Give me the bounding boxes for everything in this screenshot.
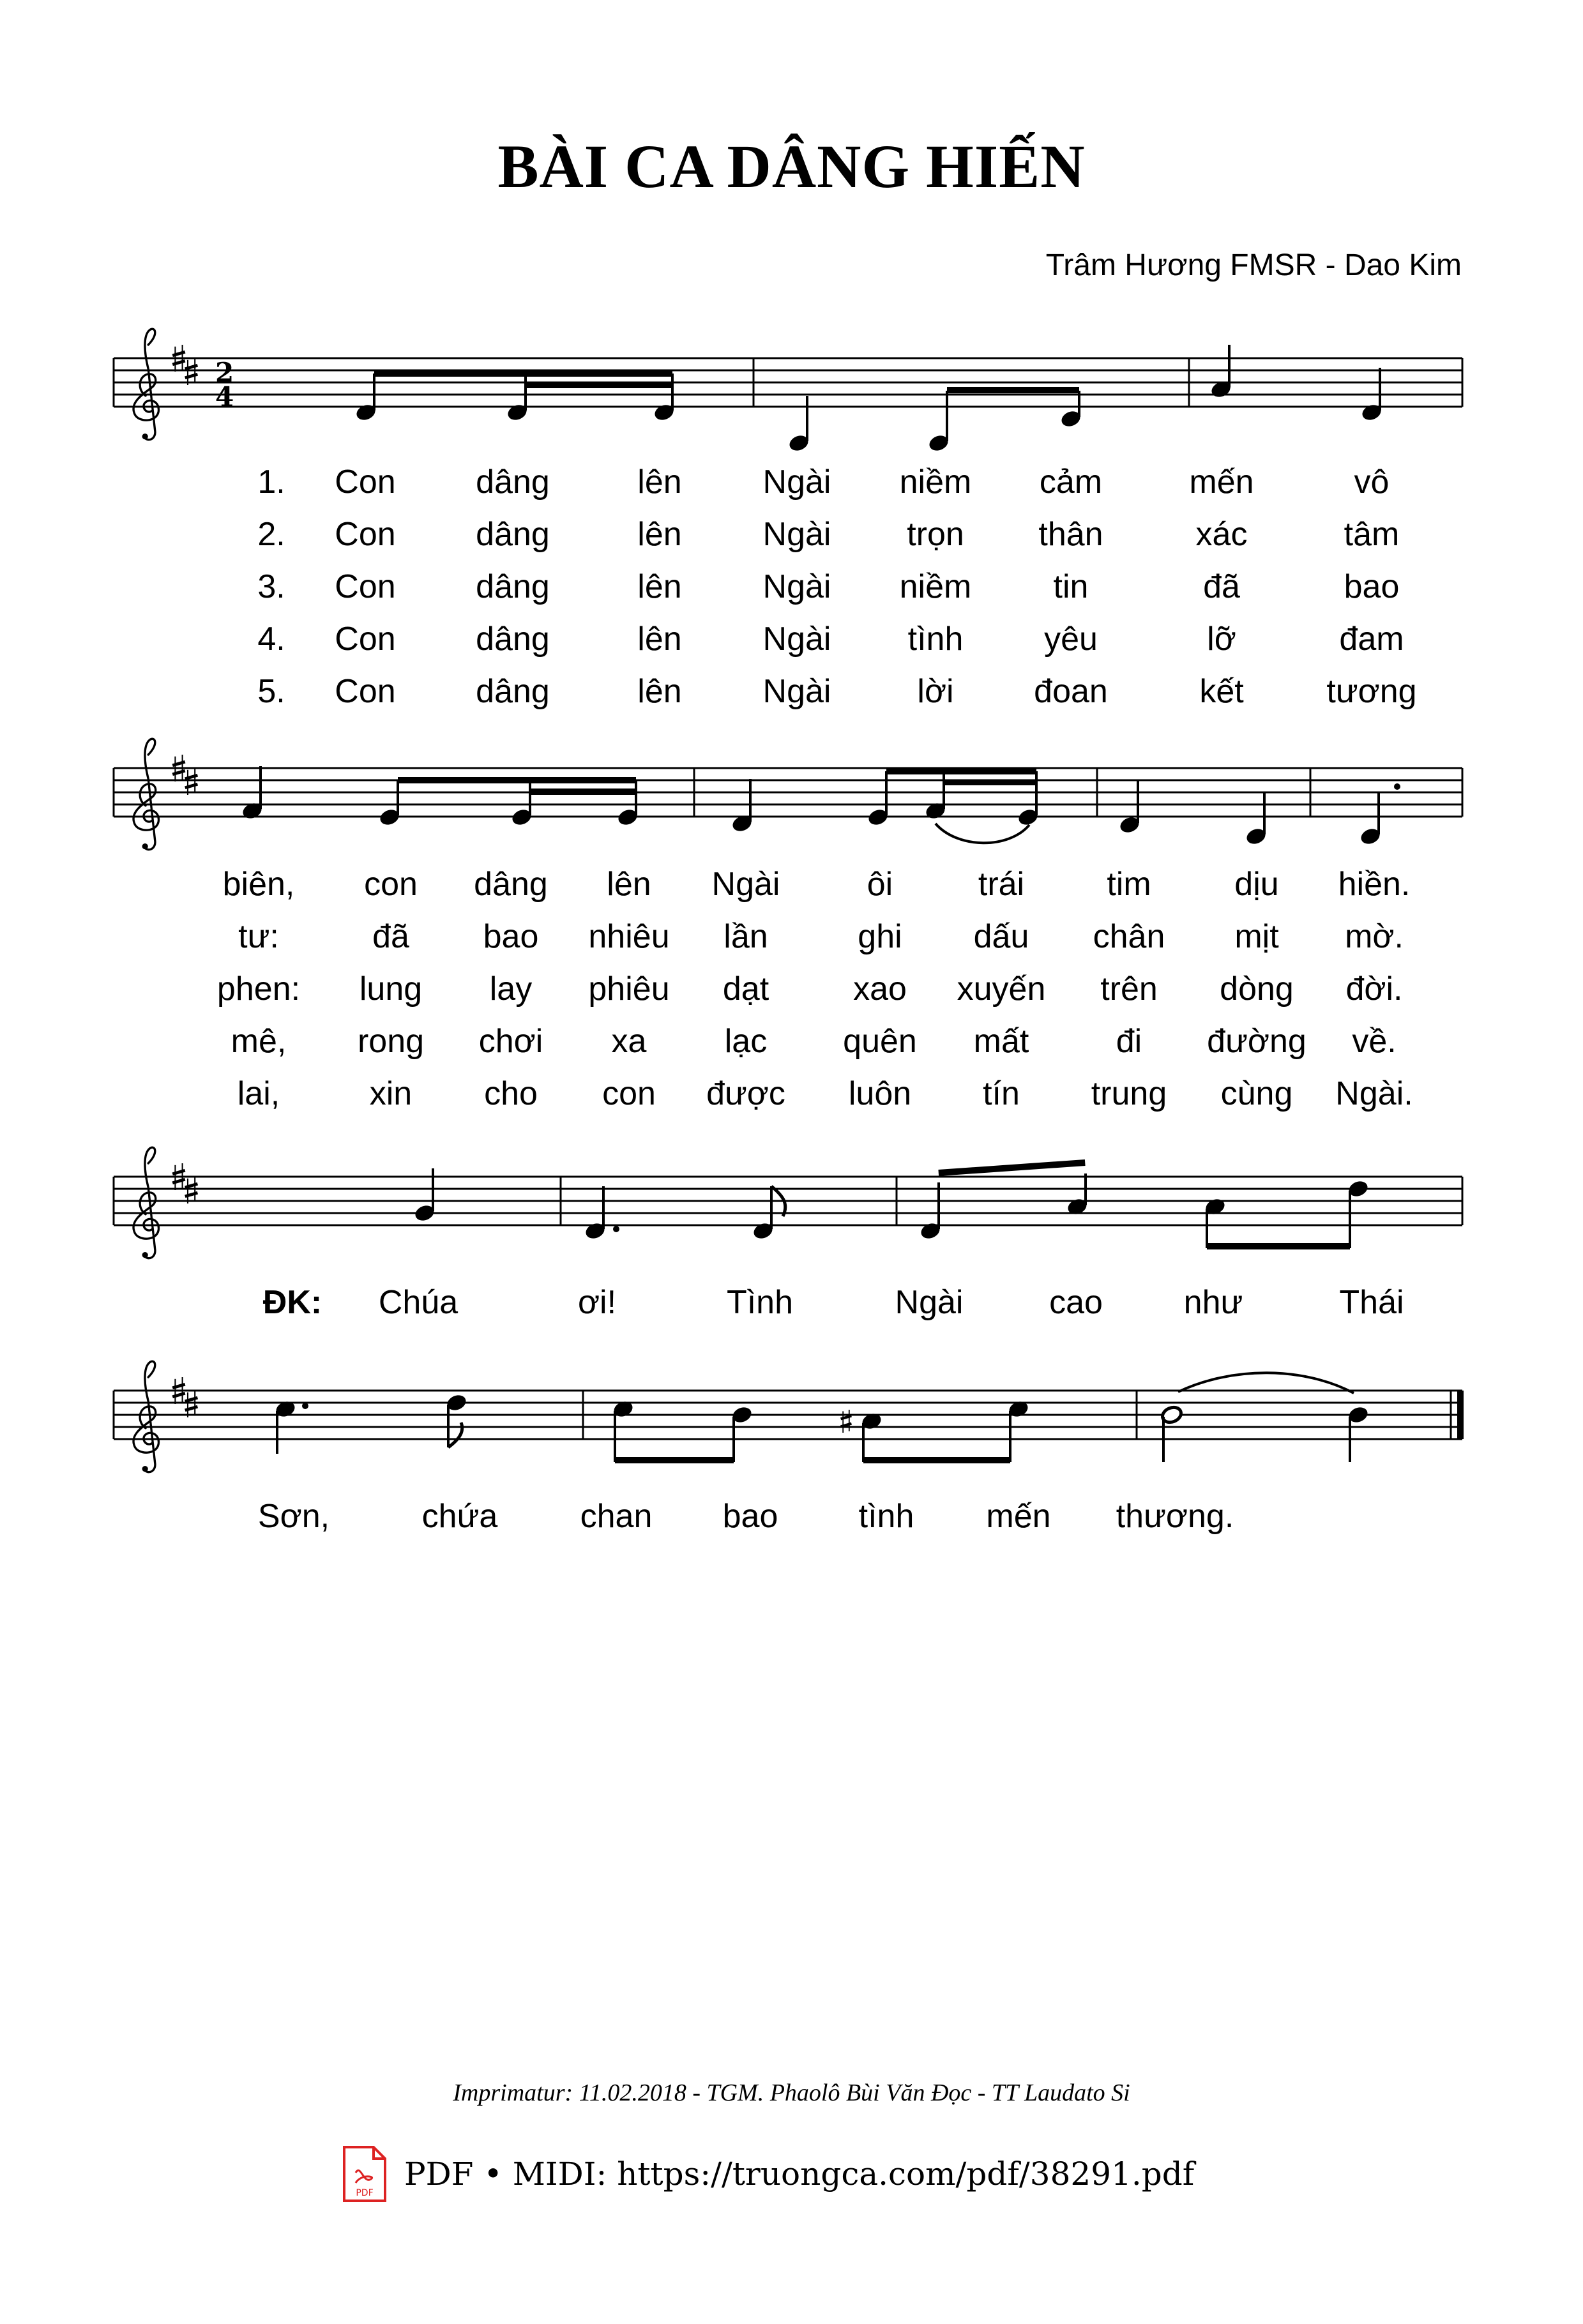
lyric-word: 2. (257, 516, 285, 553)
lyric-word: lên (637, 673, 682, 710)
system-2-notes (241, 766, 1400, 847)
lyric-word: xác (1195, 516, 1248, 553)
lyric-word: bao (1344, 568, 1400, 605)
lyric-word: hiền. (1338, 866, 1411, 903)
lyric-word: tư: (238, 918, 279, 955)
lyric-word: tương (1326, 673, 1417, 710)
lyric-word: Ngài (711, 866, 780, 903)
lyric-word: Ngài (762, 516, 831, 553)
refrain-label: ĐK: (262, 1284, 322, 1321)
lyric-word: chân (1093, 918, 1165, 955)
lyric-word: đam (1339, 621, 1404, 658)
pdf-midi-link[interactable] (342, 2142, 1194, 2206)
lyric-word: mịt (1234, 918, 1279, 955)
lyric-word: dâng (476, 516, 550, 553)
lyric-word: đoan (1034, 673, 1108, 710)
lyric-word: về. (1352, 1023, 1397, 1060)
lyric-word: Chúa (378, 1284, 458, 1321)
system-1-notes (354, 345, 1383, 453)
lyric-word: thân (1038, 516, 1103, 553)
lyric-word: ơi! (577, 1284, 617, 1321)
lyric-word: tim (1107, 866, 1151, 903)
pdf-file-icon (342, 2145, 388, 2203)
lyric-word: tình (907, 621, 964, 658)
lyric-word: lai, (237, 1075, 280, 1112)
lyric-word: 5. (257, 673, 285, 710)
lyric-word: đã (1203, 568, 1240, 605)
lyric-word: Con (335, 516, 396, 553)
lyric-word: Con (335, 621, 396, 658)
lyric-word: phiêu (588, 970, 670, 1007)
system-3-notes (413, 1159, 1370, 1249)
lyric-word: thương. (1116, 1498, 1234, 1535)
lyric-word: mờ. (1345, 918, 1404, 955)
lyric-word: trọn (907, 516, 964, 553)
lyric-word: trên (1100, 970, 1158, 1007)
lyric-word: dòng (1220, 970, 1294, 1007)
lyric-word: mất (973, 1023, 1029, 1060)
lyric-word: lên (637, 621, 682, 658)
lyric-word: nhiêu (588, 918, 670, 955)
lyric-word: lên (637, 568, 682, 605)
lyric-word: con (602, 1075, 656, 1112)
lyric-word: Tình (726, 1284, 794, 1321)
lyric-word: Ngài (762, 621, 831, 658)
lyric-word: bao (483, 918, 539, 955)
lyric-word: Ngài (762, 673, 831, 710)
lyric-word: 1. (257, 464, 285, 501)
lyric-word: lay (489, 970, 533, 1007)
lyric-word: được (706, 1075, 785, 1112)
lyric-word: đời. (1345, 970, 1403, 1007)
lyric-word: xa (611, 1023, 647, 1060)
lyric-word: đã (372, 918, 409, 955)
lyric-word: xin (369, 1075, 413, 1112)
lyric-word: Sơn, (257, 1498, 330, 1535)
system-4-notes (274, 1373, 1370, 1463)
lyric-word: lung (359, 970, 423, 1007)
staff-system-4 (114, 1361, 1464, 1472)
lyric-word: cảm (1039, 464, 1103, 501)
lyric-word: Con (335, 568, 396, 605)
svg-text:2: 2 (215, 357, 234, 388)
composer-credit: Trâm Hương FMSR - Dao Kim (1045, 248, 1462, 282)
lyric-word: mến (986, 1498, 1051, 1535)
lyric-word: lên (637, 516, 682, 553)
lyric-word: Con (335, 464, 396, 501)
lyric-word: yêu (1044, 621, 1098, 658)
lyric-word: dâng (476, 673, 550, 710)
lyric-word: rong (357, 1023, 425, 1060)
lyric-word: xuyến (957, 970, 1046, 1007)
lyric-word: bao (722, 1498, 778, 1535)
lyric-word: niềm (899, 464, 972, 501)
lyric-word: lần (723, 918, 768, 955)
lyric-word: cho (484, 1075, 538, 1112)
lyric-word: Ngài (762, 568, 831, 605)
lyric-word: cao (1049, 1284, 1103, 1321)
pdf-midi-link-text[interactable]: PDF • MIDI: https://truongca.com/pdf/38291.pdf (404, 2155, 1195, 2192)
lyric-word: vô (1354, 464, 1390, 501)
lyric-word: đường (1207, 1023, 1307, 1060)
lyric-word: chứa (421, 1498, 498, 1535)
lyric-word: tín (983, 1075, 1020, 1112)
lyric-word: Ngài (895, 1284, 964, 1321)
lyric-word: mến (1189, 464, 1254, 501)
lyric-word: 4. (257, 621, 285, 658)
staff-system-1 (114, 329, 1462, 453)
lyric-word: dâng (474, 866, 548, 903)
lyric-word: trung (1091, 1075, 1167, 1112)
staff-system-3 (114, 1147, 1462, 1258)
svg-text:4: 4 (215, 381, 234, 412)
lyric-word: 3. (257, 568, 285, 605)
lyric-word: luôn (848, 1075, 912, 1112)
lyric-word: xao (853, 970, 907, 1007)
lyric-word: đi (1116, 1023, 1142, 1060)
lyric-word: dâng (476, 568, 550, 605)
lyric-word: phen: (216, 970, 301, 1007)
staff-system-2 (114, 739, 1462, 849)
lyric-word: lên (637, 464, 682, 501)
lyric-word: con (364, 866, 418, 903)
imprimatur-line: Imprimatur: 11.02.2018 - TGM. Phaolô Bùi Văn Đọc - TT Laudato Si (453, 2079, 1130, 2106)
lyric-word: lạc (724, 1023, 768, 1060)
lyric-word: như (1183, 1284, 1243, 1321)
lyric-word: tin (1053, 568, 1089, 605)
lyric-word: chơi (478, 1023, 543, 1060)
svg-text:PDF: PDF (356, 2188, 374, 2198)
lyric-word: lỡ (1207, 621, 1236, 658)
lyric-word: Con (335, 673, 396, 710)
lyric-word: dâng (476, 621, 550, 658)
lyric-word: niềm (899, 568, 972, 605)
lyric-word: mê, (231, 1023, 287, 1060)
lyric-word: Ngài. (1335, 1075, 1413, 1112)
lyric-word: lời (917, 673, 954, 710)
lyric-word: Ngài (762, 464, 831, 501)
lyric-word: chan (580, 1498, 653, 1535)
lyric-word: dạt (722, 970, 769, 1007)
lyric-word: ghi (858, 918, 902, 955)
song-title: BÀI CA DÂNG HIẾN (497, 132, 1086, 200)
lyric-word: Thái (1339, 1284, 1404, 1321)
lyric-word: dâng (476, 464, 550, 501)
lyric-word: kết (1199, 673, 1244, 710)
lyric-word: dịu (1234, 866, 1279, 903)
lyric-word: dấu (973, 918, 1029, 955)
lyric-word: tình (858, 1498, 914, 1535)
lyric-word: ôi (867, 866, 893, 903)
lyric-word: cùng (1220, 1075, 1293, 1112)
lyric-word: tâm (1344, 516, 1400, 553)
lyric-word: quên (843, 1023, 917, 1060)
lyric-word: lên (607, 866, 651, 903)
lyric-word: trái (978, 866, 1025, 903)
lyric-word: biên, (222, 866, 295, 903)
